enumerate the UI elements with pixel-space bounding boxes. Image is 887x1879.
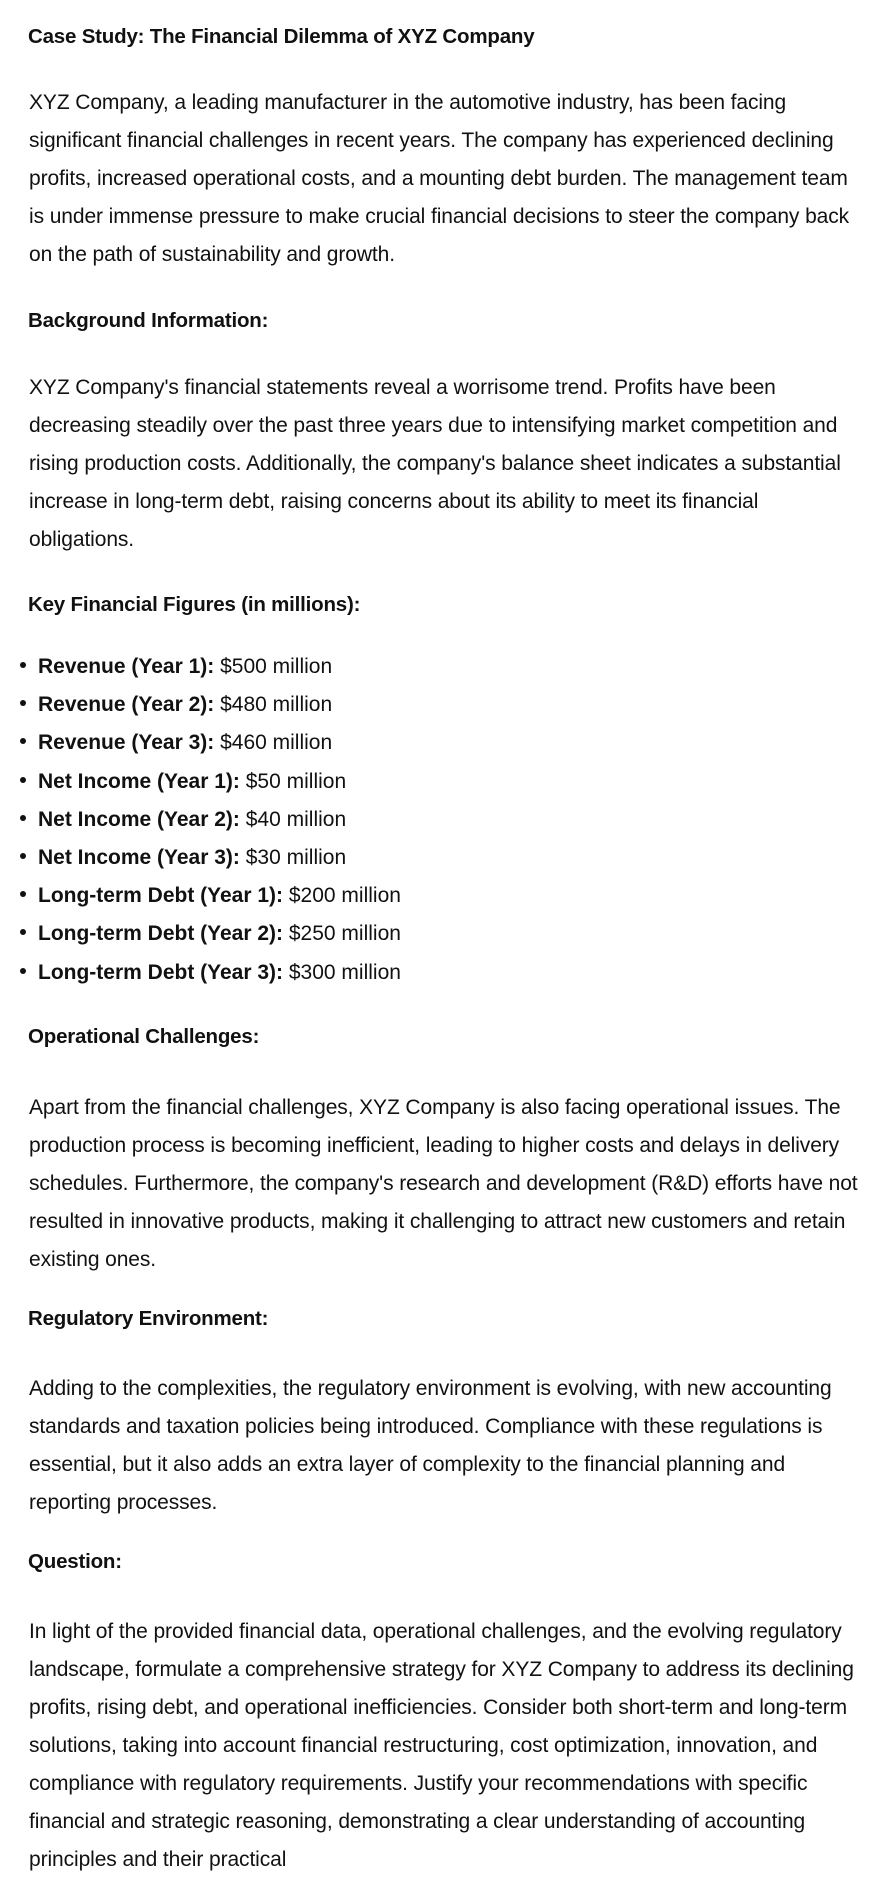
financial-figures-list [0, 648, 401, 992]
background-paragraph: XYZ Company's financial statements reveal a worrisome trend. Profits have been decreasing steadily over the past three years due to intensifying market competition and rising production costs. Additionally, the company's balance sheet indicates a substantial increase in long-term debt, raising concerns about its ability to meet its financial obligations. [29, 376, 841, 551]
figure-label: Revenue (Year 2): [38, 693, 215, 717]
background-heading: Background Information: [28, 309, 269, 332]
bullet-icon [20, 853, 26, 859]
figure-label: Net Income (Year 3): [38, 845, 240, 869]
page-title: Case Study: The Financial Dilemma of XYZ Company [28, 25, 535, 48]
bullet-icon [20, 777, 26, 783]
figure-value: $300 million [288, 960, 401, 984]
figure-label: Revenue (Year 3): [38, 731, 215, 755]
figures-heading: Key Financial Figures (in millions): [28, 593, 361, 616]
list-item [0, 763, 401, 801]
list-item [0, 801, 401, 839]
operational-paragraph: Apart from the financial challenges, XYZ Company is also facing operational issues. The production process is becoming inefficient, leading to higher costs and delays in delivery schedules. Furthermore, the company's research and development (R&D) efforts have not resulted in innovative products, making it challenging to attract new customers and retain existing ones. [29, 1096, 858, 1271]
figure-value: $500 million [220, 655, 333, 678]
list-item [0, 954, 401, 992]
figure-label: Net Income (Year 2): [38, 807, 240, 831]
figure-value: $30 million [245, 845, 347, 869]
question-paragraph: In light of the provided financial data, operational challenges, and the evolving regulatory landscape, formulate a comprehensive strategy for XYZ Company to address its declining profits, rising debt, and operational inefficiencies. Consider both short-term and long-term solutions, taking into account financial restructuring, cost optimization, innovation, and compliance with regulatory requirements. Justify your recommendations with specific financial and strategic reasoning, demonstrating a clear understanding of accounting principles and their practical [29, 1620, 854, 1871]
bullet-icon [20, 662, 26, 668]
bullet-icon [20, 929, 26, 935]
operational-heading: Operational Challenges: [28, 1025, 260, 1048]
list-item [0, 724, 401, 762]
regulatory-heading: Regulatory Environment: [28, 1307, 269, 1330]
bullet-icon [20, 891, 26, 897]
list-item [0, 915, 401, 953]
bullet-icon [20, 815, 26, 821]
bullet-icon [20, 968, 26, 974]
intro-paragraph: XYZ Company, a leading manufacturer in the automotive industry, has been facing significant financial challenges in recent years. The company has experienced declining profits, increased operational costs, and a mounting debt burden. The management team is under immense pressure to make crucial financial decisions to steer the company back on the path of sustainability and growth. [29, 91, 850, 266]
figure-label: Long-term Debt (Year 1): [38, 884, 284, 908]
figure-value: $480 million [220, 693, 333, 717]
list-item [0, 648, 401, 686]
bullet-icon [20, 700, 26, 706]
bullet-icon [20, 738, 26, 744]
figure-label: Long-term Debt (Year 2): [38, 922, 284, 946]
list-item [0, 686, 401, 724]
list-item [0, 839, 401, 877]
figure-label: Net Income (Year 1): [38, 769, 240, 793]
figure-label: Revenue (Year 1): [38, 655, 215, 678]
figure-value: $40 million [245, 807, 347, 831]
figure-value: $50 million [245, 769, 347, 793]
regulatory-paragraph: Adding to the complexities, the regulatory environment is evolving, with new accounting standards and taxation policies being introduced. Compliance with these regulations is essential, but it also adds an extra layer of complexity to the financial planning and reporting processes. [29, 1377, 832, 1514]
list-item [0, 877, 401, 915]
figure-value: $460 million [220, 731, 333, 755]
figure-value: $250 million [288, 922, 401, 946]
figure-value: $200 million [288, 884, 401, 908]
figure-label: Long-term Debt (Year 3): [38, 960, 284, 984]
question-heading: Question: [28, 1550, 122, 1573]
